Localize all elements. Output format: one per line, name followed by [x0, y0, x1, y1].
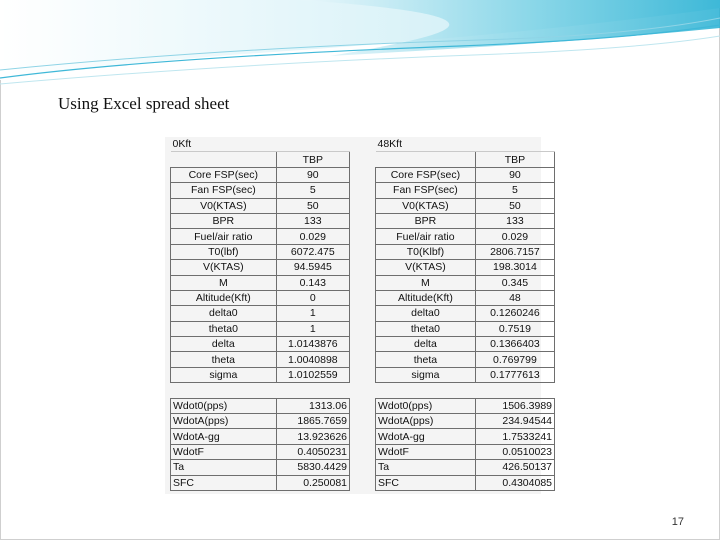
row-label[interactable]: sigma: [171, 367, 277, 382]
row-value[interactable]: 426.50137: [475, 460, 554, 475]
row-value[interactable]: 133: [276, 213, 349, 228]
header-wave-banner: [0, 0, 720, 90]
table-row: [376, 213, 555, 228]
table-row: [376, 183, 555, 198]
row-label[interactable]: Ta: [171, 460, 277, 475]
row-label[interactable]: V(KTAS): [376, 260, 476, 275]
row-label[interactable]: WdotF: [171, 444, 277, 459]
table-row: [376, 167, 555, 182]
row-value[interactable]: 1: [276, 321, 349, 336]
row-value[interactable]: 0.1366403: [475, 337, 554, 352]
row-value[interactable]: 0.1777613: [475, 367, 554, 382]
row-label[interactable]: sigma: [376, 367, 476, 382]
row-label[interactable]: theta: [171, 352, 277, 367]
row-value[interactable]: 90: [475, 167, 554, 182]
table-row: [171, 337, 350, 352]
table-row: [376, 275, 555, 290]
row-value[interactable]: 234.94544: [475, 414, 554, 429]
table-row: [376, 198, 555, 213]
sheet-header: 0Kft: [171, 137, 350, 152]
row-value[interactable]: 50: [276, 198, 349, 213]
row-label[interactable]: Core FSP(sec): [376, 167, 476, 182]
table-row: [171, 183, 350, 198]
table-row: [171, 260, 350, 275]
table-row: [376, 229, 555, 244]
slide-title: Using Excel spread sheet: [58, 94, 230, 113]
row-value[interactable]: 0.7519: [475, 321, 554, 336]
row-label[interactable]: delta0: [171, 306, 277, 321]
right-spreadsheet: [375, 137, 555, 491]
row-value[interactable]: 1506.3989: [475, 398, 554, 413]
table-row: [376, 444, 555, 459]
column-header: TBP: [475, 152, 554, 167]
table-row: [171, 229, 350, 244]
row-value[interactable]: 1.7533241: [475, 429, 554, 444]
row-value[interactable]: 13.923626: [276, 429, 349, 444]
table-row: [171, 475, 350, 490]
empty-row: [171, 383, 350, 398]
row-label[interactable]: V(KTAS): [171, 260, 277, 275]
row-value[interactable]: 90: [276, 167, 349, 182]
table-row: [376, 337, 555, 352]
table-row: [171, 414, 350, 429]
row-value[interactable]: 0.1260246: [475, 306, 554, 321]
row-value[interactable]: 50: [475, 198, 554, 213]
row-value[interactable]: 1.0040898: [276, 352, 349, 367]
row-label[interactable]: theta0: [171, 321, 277, 336]
row-value[interactable]: 0: [276, 290, 349, 305]
row-label[interactable]: SFC: [376, 475, 476, 490]
table-row: [171, 244, 350, 259]
table-row: [171, 444, 350, 459]
row-value[interactable]: 5: [276, 183, 349, 198]
table-row: [376, 367, 555, 382]
table-row: [376, 460, 555, 475]
table-row: [171, 352, 350, 367]
row-value[interactable]: 94.5945: [276, 260, 349, 275]
table-row: [171, 290, 350, 305]
row-value[interactable]: 1: [276, 306, 349, 321]
row-label[interactable]: BPR: [171, 213, 277, 228]
row-value[interactable]: 0.250081: [276, 475, 349, 490]
row-value[interactable]: 1.0102559: [276, 367, 349, 382]
row-label[interactable]: BPR: [376, 213, 476, 228]
row-label[interactable]: Fan FSP(sec): [171, 183, 277, 198]
row-label[interactable]: SFC: [171, 475, 277, 490]
row-value[interactable]: 0.769799: [475, 352, 554, 367]
row-value[interactable]: 1313.06: [276, 398, 349, 413]
table-row: [171, 429, 350, 444]
table-row: [376, 306, 555, 321]
row-label[interactable]: Wdot0(pps): [376, 398, 476, 413]
row-label[interactable]: T0(Klbf): [376, 244, 476, 259]
row-label[interactable]: WdotA(pps): [171, 414, 277, 429]
row-label[interactable]: V0(KTAS): [376, 198, 476, 213]
table-row: [171, 198, 350, 213]
table-row: [376, 414, 555, 429]
table-row: [376, 244, 555, 259]
empty-cell: [171, 152, 277, 167]
table-row: [376, 352, 555, 367]
row-label[interactable]: T0(lbf): [171, 244, 277, 259]
row-label[interactable]: V0(KTAS): [171, 198, 277, 213]
row-value[interactable]: 0.4304085: [475, 475, 554, 490]
row-value[interactable]: 48: [475, 290, 554, 305]
table-row: [376, 475, 555, 490]
row-value[interactable]: 5830.4429: [276, 460, 349, 475]
row-label[interactable]: Ta: [376, 460, 476, 475]
row-value[interactable]: 0.4050231: [276, 444, 349, 459]
row-value[interactable]: 6072.475: [276, 244, 349, 259]
row-label[interactable]: Wdot0(pps): [171, 398, 277, 413]
row-value[interactable]: 5: [475, 183, 554, 198]
left-spreadsheet: [170, 137, 350, 491]
table-row: [171, 321, 350, 336]
row-value[interactable]: 0.029: [276, 229, 349, 244]
row-label[interactable]: M: [376, 275, 476, 290]
row-label[interactable]: Core FSP(sec): [171, 167, 277, 182]
row-value[interactable]: 2806.7157: [475, 244, 554, 259]
row-label[interactable]: Fuel/air ratio: [376, 229, 476, 244]
row-value[interactable]: 133: [475, 213, 554, 228]
table-row: [171, 306, 350, 321]
row-label[interactable]: Fuel/air ratio: [171, 229, 277, 244]
table-row: [376, 290, 555, 305]
table-row: [171, 398, 350, 413]
row-value[interactable]: 1865.7659: [276, 414, 349, 429]
row-value[interactable]: 198.3014: [475, 260, 554, 275]
row-value[interactable]: 0.143: [276, 275, 349, 290]
table-row: [171, 460, 350, 475]
row-label[interactable]: Fan FSP(sec): [376, 183, 476, 198]
empty-cell: [376, 152, 476, 167]
table-row: [171, 213, 350, 228]
row-value[interactable]: 1.0143876: [276, 337, 349, 352]
sheet-header: 48Kft: [376, 137, 555, 152]
row-label[interactable]: WdotF: [376, 444, 476, 459]
table-row: [171, 167, 350, 182]
row-label[interactable]: delta: [376, 337, 476, 352]
table-row: [376, 398, 555, 413]
row-label[interactable]: WdotA(pps): [376, 414, 476, 429]
row-label[interactable]: M: [171, 275, 277, 290]
table-row: [376, 321, 555, 336]
table-row: [171, 367, 350, 382]
row-label[interactable]: theta: [376, 352, 476, 367]
row-label[interactable]: theta0: [376, 321, 476, 336]
row-value[interactable]: 0.345: [475, 275, 554, 290]
column-header: TBP: [276, 152, 349, 167]
row-label[interactable]: Altitude(Kft): [171, 290, 277, 305]
page-number: 17: [671, 516, 684, 528]
table-row: [171, 275, 350, 290]
row-value[interactable]: 0.029: [475, 229, 554, 244]
table-row: [376, 260, 555, 275]
row-label[interactable]: delta0: [376, 306, 476, 321]
row-label[interactable]: WdotA-gg: [171, 429, 277, 444]
row-label[interactable]: delta: [171, 337, 277, 352]
row-label[interactable]: WdotA-gg: [376, 429, 476, 444]
table-row: [376, 429, 555, 444]
row-label[interactable]: Altitude(Kft): [376, 290, 476, 305]
empty-row: [376, 383, 555, 398]
row-value[interactable]: 0.0510023: [475, 444, 554, 459]
